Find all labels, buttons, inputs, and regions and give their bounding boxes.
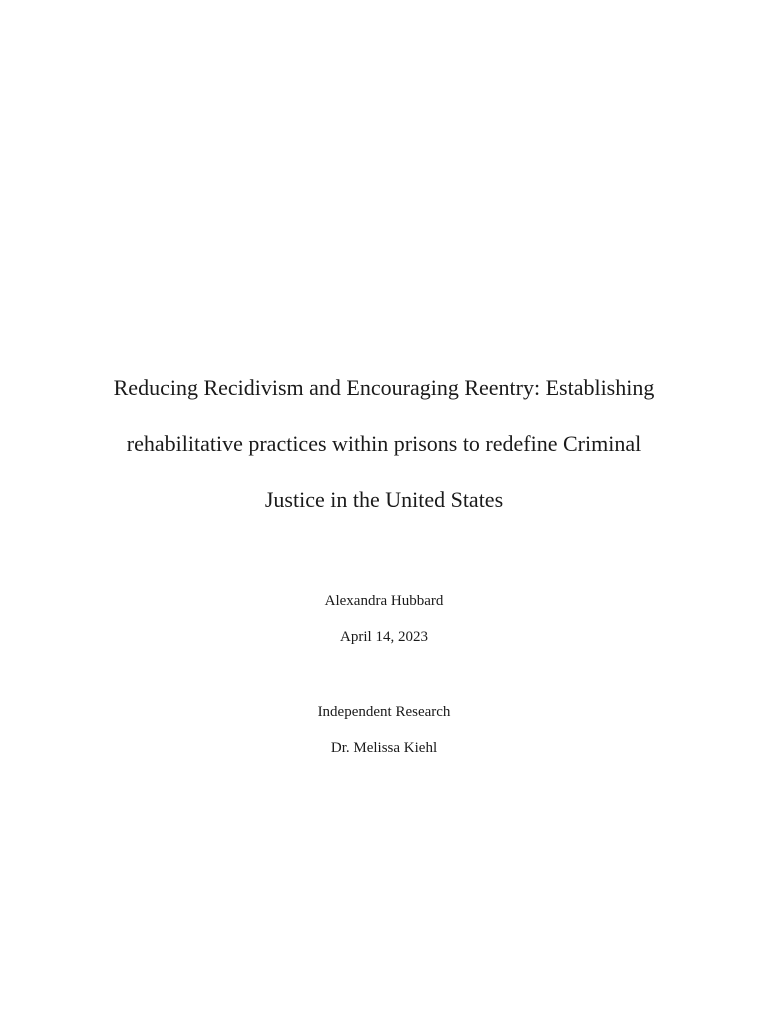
course-name: Independent Research bbox=[317, 704, 451, 720]
author-name: Alexandra Hubbard bbox=[324, 593, 444, 609]
paper-title-line-3: Justice in the United States bbox=[264, 487, 504, 512]
instructor-name: Dr. Melissa Kiehl bbox=[330, 740, 438, 756]
paper-title-line-2: rehabilitative practices within prisons to redefine Criminal bbox=[126, 431, 642, 456]
submission-date: April 14, 2023 bbox=[340, 629, 428, 645]
paper-title-line-1: Reducing Recidivism and Encouraging Reentry: Establishing bbox=[113, 375, 655, 400]
paper-title bbox=[84, 360, 684, 528]
